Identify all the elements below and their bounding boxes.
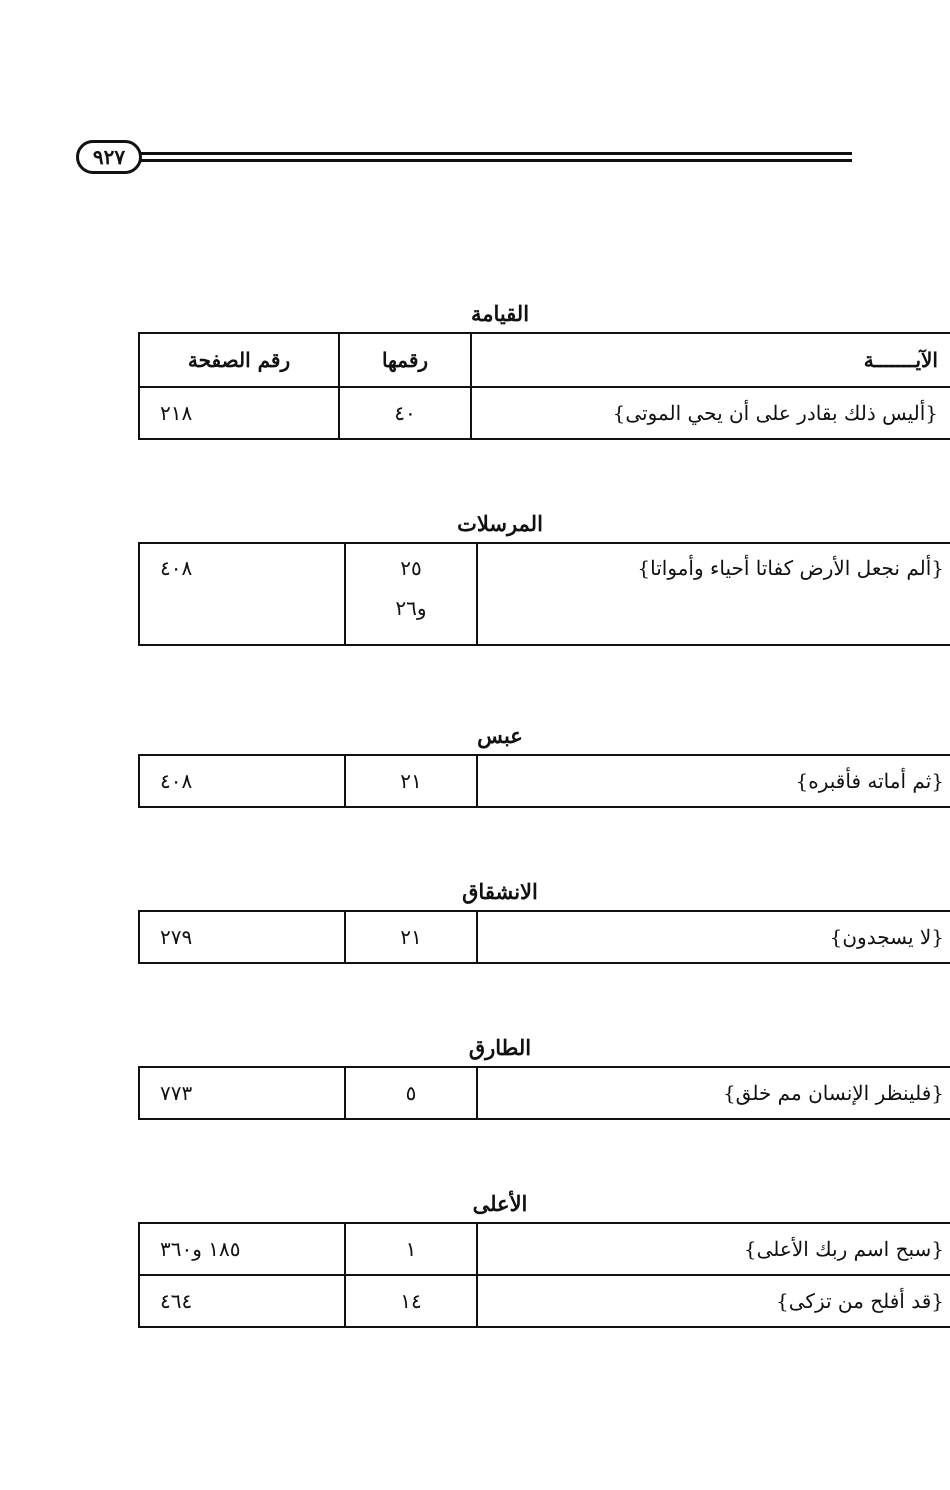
ayah-text: {ثم أماته فأقبره} bbox=[477, 755, 950, 807]
ayah-text: {فلينظر الإنسان مم خلق} bbox=[477, 1067, 950, 1119]
section-mursalat bbox=[138, 506, 944, 646]
ayah-number: ٥ bbox=[345, 1067, 477, 1119]
header-rule bbox=[138, 152, 852, 162]
ayah-table bbox=[138, 542, 950, 646]
table-header-row bbox=[139, 333, 950, 387]
page-ref: ٤٦٤ bbox=[139, 1275, 345, 1327]
header-page: رقم الصفحة bbox=[139, 333, 339, 387]
table-row bbox=[139, 543, 950, 645]
ayah-number: ٢١ bbox=[345, 755, 477, 807]
ayah-number: ١٤ bbox=[345, 1275, 477, 1327]
section-title: الانشقاق bbox=[462, 879, 538, 904]
page-ref: ٧٧٣ bbox=[139, 1067, 345, 1119]
ayah-table bbox=[138, 910, 950, 964]
section-abasa bbox=[138, 718, 944, 808]
ayah-number: ٢١ bbox=[345, 911, 477, 963]
ayah-number-line: و٢٦ bbox=[395, 596, 427, 620]
header-number: رقمها bbox=[339, 333, 471, 387]
section-title: الطارق bbox=[468, 1035, 532, 1060]
section-title: عبس bbox=[477, 723, 523, 748]
page-ref: ٢١٨ bbox=[139, 387, 339, 439]
ayah-table bbox=[138, 1222, 950, 1328]
section-qiyamah bbox=[138, 296, 938, 440]
page-number: ٩٢٧ bbox=[76, 140, 142, 174]
ayah-table bbox=[138, 332, 950, 440]
header-ayah: الآيـــــــة bbox=[471, 333, 950, 387]
ayah-text: {لا يسجدون} bbox=[477, 911, 950, 963]
ayah-text: {ألم نجعل الأرض كفاتا أحياء وأمواتا} bbox=[477, 543, 950, 645]
page-ref: ٢٧٩ bbox=[139, 911, 345, 963]
page-ref: ٤٠٨ bbox=[139, 543, 345, 645]
page-header bbox=[72, 132, 852, 182]
ayah-table bbox=[138, 1066, 950, 1120]
section-ala bbox=[138, 1186, 944, 1328]
section-inshiqaq bbox=[138, 874, 944, 964]
table-row bbox=[139, 387, 950, 439]
table-row bbox=[139, 1067, 950, 1119]
ayah-number-line: ٢٥ bbox=[400, 556, 422, 580]
ayah-text: {قد أفلح من تزكى} bbox=[477, 1275, 950, 1327]
page-ref: ٤٠٨ bbox=[139, 755, 345, 807]
section-tariq bbox=[138, 1030, 944, 1120]
ayah-number bbox=[345, 543, 477, 645]
ayah-text: {أليس ذلك بقادر على أن يحي الموتى} bbox=[471, 387, 950, 439]
table-row bbox=[139, 1275, 950, 1327]
ayah-number: ١ bbox=[345, 1223, 477, 1275]
table-row bbox=[139, 1223, 950, 1275]
ayah-text: {سبح اسم ربك الأعلى} bbox=[477, 1223, 950, 1275]
ayah-number: ٤٠ bbox=[339, 387, 471, 439]
section-title: المرسلات bbox=[457, 511, 543, 536]
ayah-table bbox=[138, 754, 950, 808]
section-title: الأعلى bbox=[472, 1191, 528, 1216]
table-row bbox=[139, 755, 950, 807]
section-title: القيامة bbox=[470, 301, 530, 326]
table-row bbox=[139, 911, 950, 963]
page-ref: ١٨٥ و٣٦٠ bbox=[139, 1223, 345, 1275]
